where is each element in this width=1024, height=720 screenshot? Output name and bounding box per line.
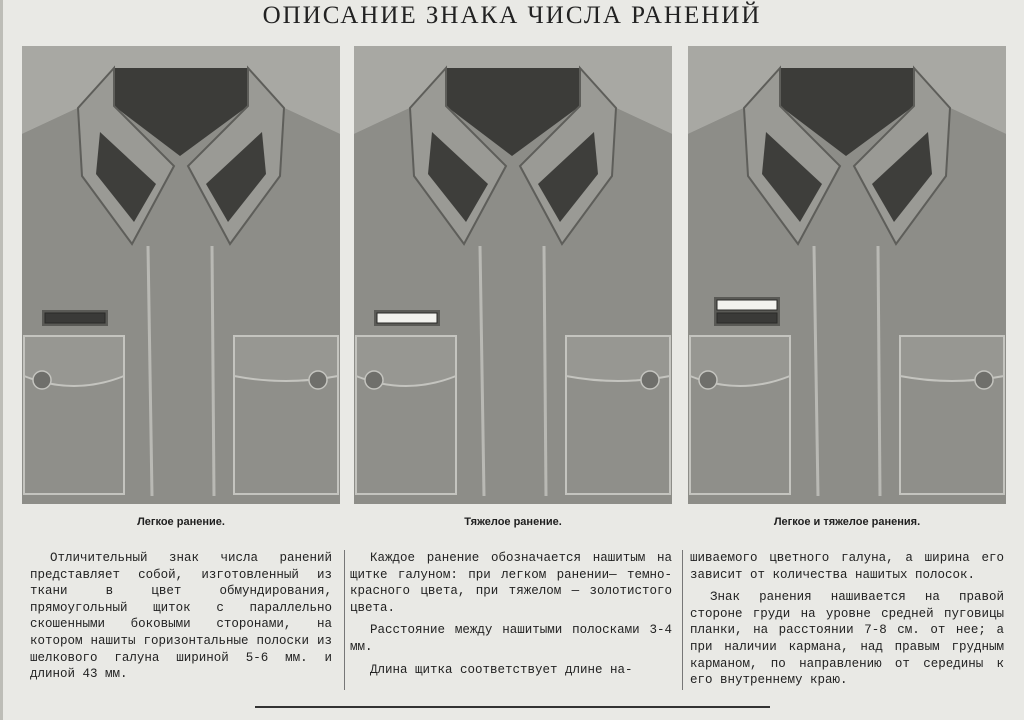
button-icon xyxy=(975,371,993,389)
gold-wound-stripe xyxy=(717,300,777,310)
placket-line xyxy=(544,246,546,496)
button-icon xyxy=(365,371,383,389)
uniform-panel-heavy-wound xyxy=(354,46,672,504)
column-divider xyxy=(682,550,683,690)
button-icon xyxy=(699,371,717,389)
caption-light-wound: Легкое ранение. xyxy=(137,516,225,528)
tunic-illustration xyxy=(688,46,1006,504)
paragraph: Длина щитка соответствует длине на- xyxy=(370,662,633,677)
page-title: ОПИСАНИЕ ЗНАКА ЧИСЛА РАНЕНИЙ xyxy=(262,2,762,29)
column-divider xyxy=(344,550,345,690)
uniform-panel-light-wound xyxy=(22,46,340,504)
text-column-1 xyxy=(30,550,332,696)
caption-heavy-wound: Тяжелое ранение. xyxy=(464,516,562,528)
text-column-3 xyxy=(690,550,1004,696)
paragraph: Расстояние между нашитыми полосками 3-4 мм. xyxy=(350,623,672,654)
paragraph: Каждое ранение обозначается нашитым на щитке галуном: при легком ранении— темно-красного цвета, при тяжелом — золотистого цвета. xyxy=(350,551,672,615)
paragraph: Отличительный знак числа ранений представляет собой, изготовленный из ткани в цвет обмундирования, прямоугольный щиток с параллельно скошенными боковыми сторонами, на котором нашиты горизонтальные полоски из шелкового галуна шириной 5-6 мм. и длиной 43 мм. xyxy=(30,551,332,682)
tunic-illustration xyxy=(354,46,672,504)
button-icon xyxy=(309,371,327,389)
paragraph: шиваемого цветного галуна, а ширина его зависит от количества нашитых полосок. xyxy=(690,551,1004,582)
bottom-rule xyxy=(255,706,770,708)
tunic-illustration xyxy=(22,46,340,504)
dark-red-wound-stripe xyxy=(717,313,777,323)
uniform-panel-both-wounds xyxy=(688,46,1006,504)
caption-both-wounds: Легкое и тяжелое ранения. xyxy=(773,516,921,528)
gold-wound-stripe xyxy=(377,313,437,323)
button-icon xyxy=(33,371,51,389)
dark-red-wound-stripe xyxy=(45,313,105,323)
paragraph: Знак ранения нашивается на правой стороне груди на уровне средней пуговицы планки, на расстоянии 7-8 см. от нее; а при наличии кармана, над правым грудным карманом, по направлению от середины к его внутреннему краю. xyxy=(690,590,1004,688)
button-icon xyxy=(641,371,659,389)
placket-line xyxy=(878,246,880,496)
placket-line xyxy=(212,246,214,496)
text-column-2 xyxy=(350,550,672,696)
